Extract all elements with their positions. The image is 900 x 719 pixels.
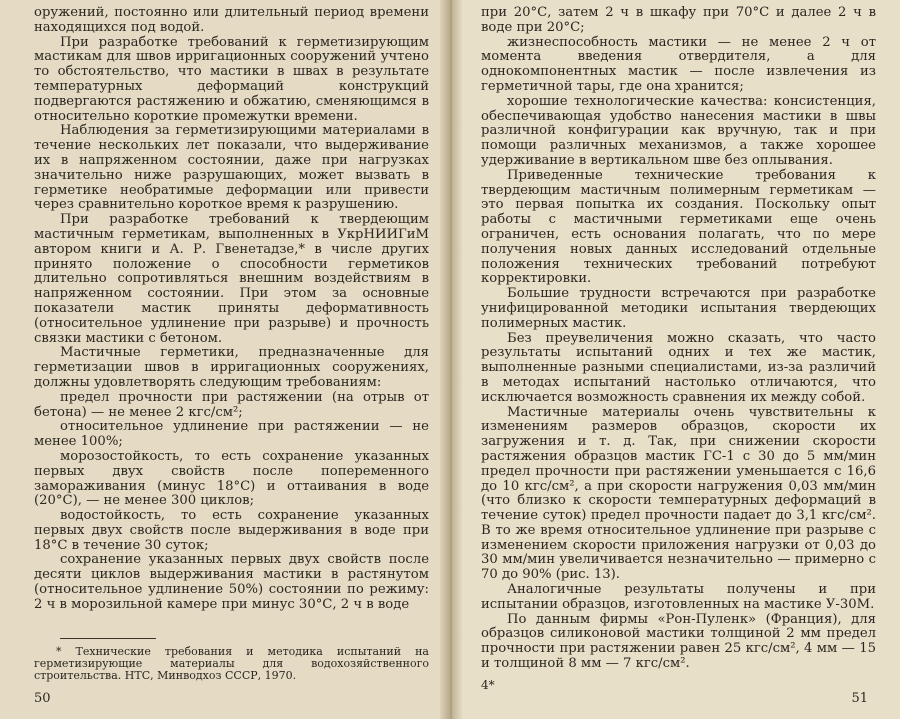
requirement-item: жизнеспособность мастики — не менее 2 ч от момента введения отвердителя, а для однокомпонентных мастик — после извлечения из герметичной тары, где она хранится; [481,34,876,94]
paragraph: Наблюдения за герметизирующими материалами в течение нескольких лет показали, что выдерживание их в напряженном состоянии, даже при нагрузках значительно ниже разрушающих, может вызвать в герметике необратимые деформации или привести через сравнительно короткое время к разрушению. [34,123,429,213]
requirement-item: морозостойкость, то есть сохранение указанных первых двух свойств после попеременного замораживания (минус 18°С) и оттаивания в воде (20°С), — не менее 300 циклов; [34,448,429,509]
paragraph: Мастичные герметики, предназначенные для герметизации швов в ирригационных сооружениях, должны удовлетворять следующим требованиям: [34,345,429,390]
left-page [0,0,449,719]
requirement-item: предел прочности при растяжении (на отрыв от бетона) — не менее 2 кгс/см²; [34,389,429,420]
requirement-item: сохранение указанных первых двух свойств после десяти циклов выдерживания мастики в растянутом (относительное удлинение 50%) состоянии по режиму: 2 ч в морозильной камере при минус 30°С, 2 ч в воде [34,552,429,612]
paragraph: Большие трудности встречаются при разработке унифицированной методики испытания твердеющих полимерных мастик. [481,286,876,331]
paragraph: Приведенные технические требования к твердеющим мастичным полимерным герметикам — это первая попытка их создания. Поскольку опыт работы с мастичными герметиками еще очень ограничен, есть основания полагать, что по мере получения новых данных исследований отдельные положения технических требований потребуют корректировки. [481,167,876,287]
paragraph: Мастичные материалы очень чувствительны к изменениям размеров образцов, скорости их загружения и т. д. Так, при снижении скорости растяжения образцов мастик ГС-1 с 30 до 5 мм/мин предел прочности при растяжении уменьшается с 16,6 до 10 кгс/см², а при скорости нагружения 0,03 мм/мин (что близко к скорости температурных деформаций в течение суток) предел прочности падает до 3,1 кгс/см². В то же время относительное удлинение при разрыве с изменением скорости приложения нагрузки от 0,03 до 30 мм/мин увеличивается незначительно — примерно с 70 до 90% (рис. 13). [481,404,876,583]
requirement-item: относительное удлинение при растяжении — не менее 100%; [34,419,429,450]
paragraph: Без преувеличения можно сказать, что часто результаты испытаний одних и тех же мастик, выполненные разными специалистами, из-за различий в методах испытаний настолько отличаются, что исключается возможность сравнения их между собой. [481,330,876,405]
paragraph: При разработке требований к герметизирующим мастикам для швов ирригационных сооружений учтено то обстоятельство, что мастики в швах в результате температурных деформаций конструкций подвергаются растяжению и обжатию, сменяющимся в относительно короткие промежутки времени. [34,34,429,124]
right-page [451,0,900,719]
paragraph: Аналогичные результаты получены и при испытании образцов, изготовленных на мастике У-30М. [481,582,876,612]
page-number: 50 [34,691,51,706]
book-gutter [440,0,462,719]
right-page-text [481,6,876,672]
requirement-item: хорошие технологические качества: консистенция, обеспечивающая удобство нанесения мастики в швы различной конфигурации как вручную, так и при помощи различных механизмов, а также хорошее удерживание в вертикальном шве без оплывания. [481,93,876,168]
left-page-text [34,6,429,613]
page-number: 51 [851,691,868,706]
requirement-item: водостойкость, то есть сохранение указанных первых двух свойств после выдерживания в воде при 18°С в течение 30 суток; [34,508,429,553]
footnote: * Технические требования и методика испытаний на герметизирующие материалы для водохозяйственного строительства. НТС, Минводхоз СССР, 1970. [34,644,429,683]
paragraph: По данным фирмы «Рон-Пуленк» (Франция), для образцов силиконовой мастики толщиной 2 мм предел прочности при растяжении равен 25 кгс/см², 4 мм — 15 и толщиной 8 мм — 7 кгс/см². [481,611,876,672]
footnote-divider [60,638,156,639]
signature-mark: 4* [481,678,495,692]
paragraph: при 20°С, затем 2 ч в шкафу при 70°С и далее 2 ч в воде при 20°С; [481,5,876,35]
paragraph: оружений, постоянно или длительный период времени находящихся под водой. [34,5,429,35]
paragraph: При разработке требований к твердеющим мастичным герметикам, выполненных в УкрНИИГиМ автором книги и А. Р. Гвенетадзе,* в числе других принято положение о способности герметиков длительно сопротивляться внешним воздействиям в напряженном состоянии. При этом за основные показатели мастик приняты деформативность (относительное удлинение при разрыве) и прочность связки мастики с бетоном. [34,212,429,346]
